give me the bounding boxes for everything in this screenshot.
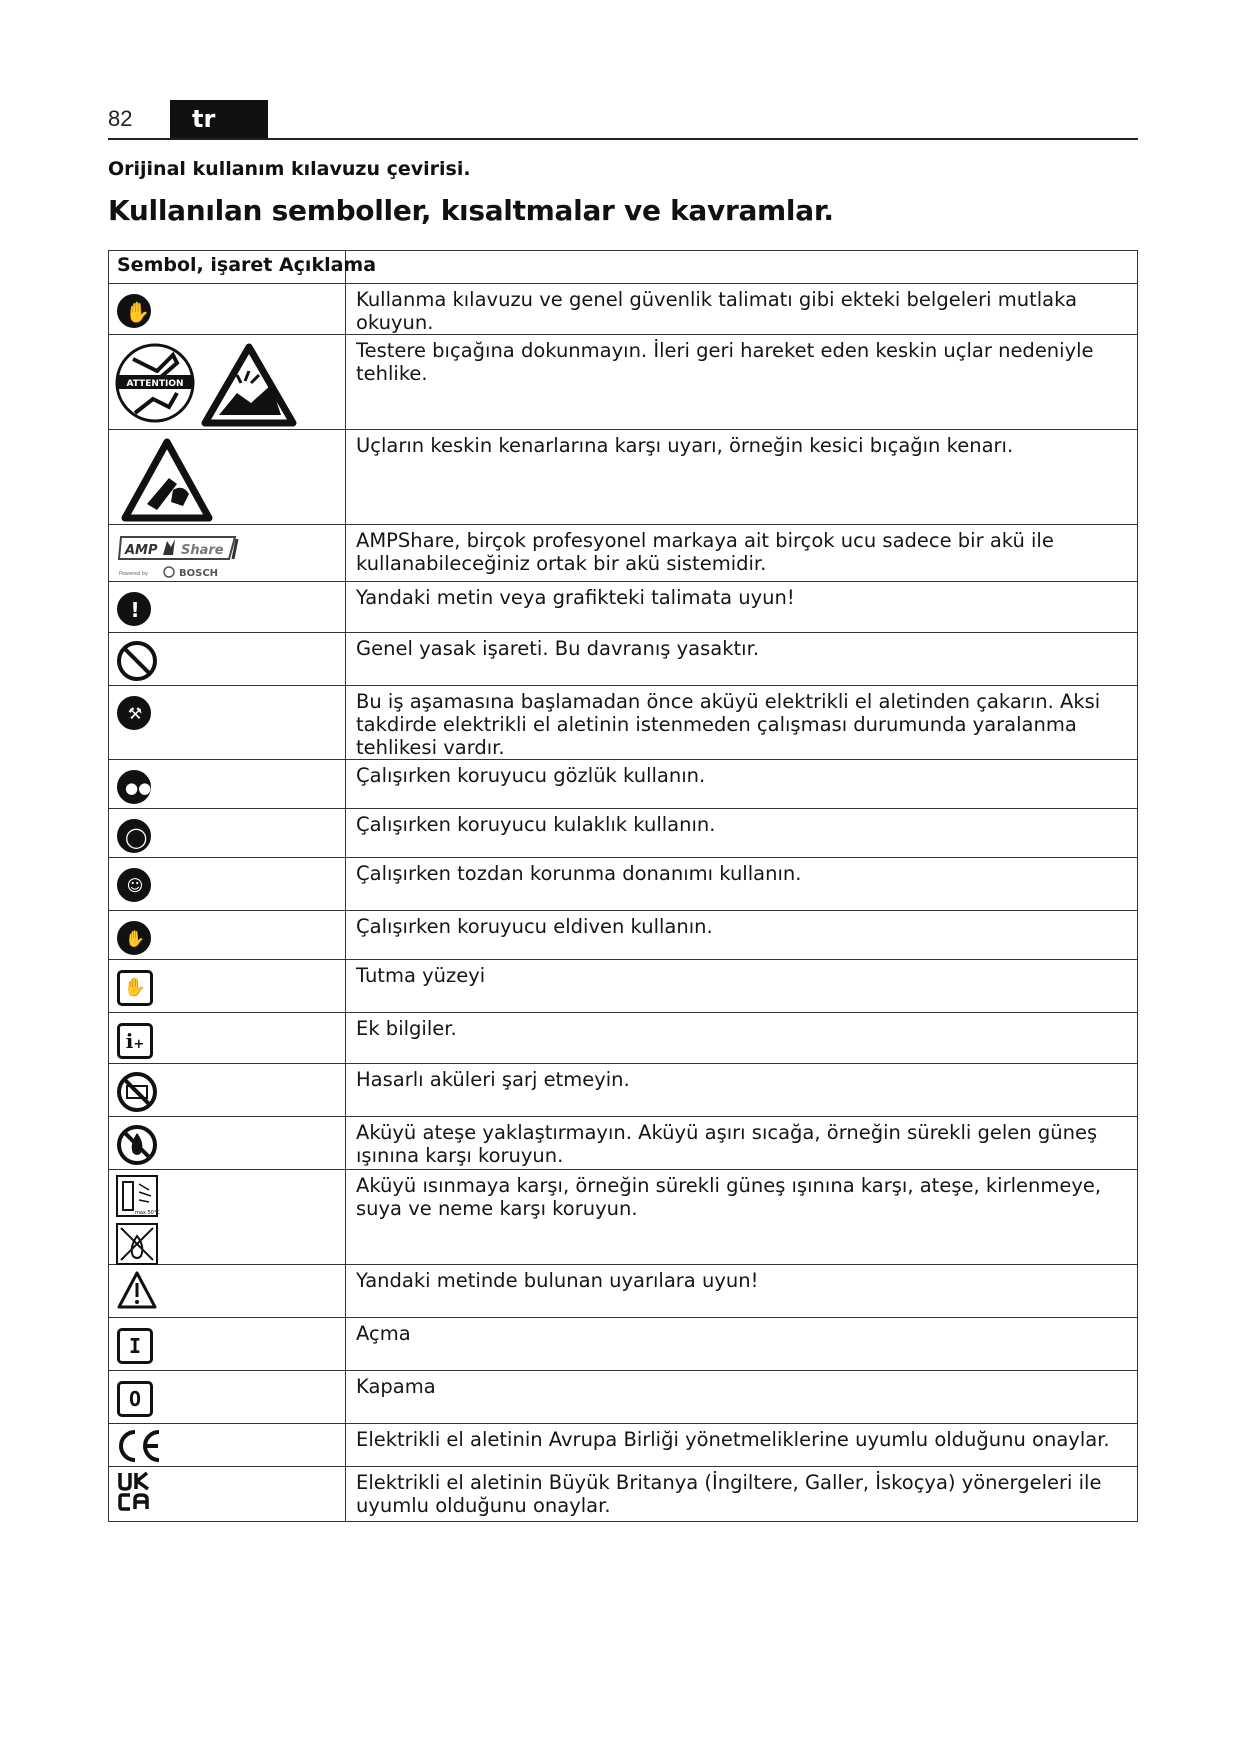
attention-badge-text: ATTENTION: [126, 379, 184, 389]
table-row: [109, 430, 1138, 525]
symbol-cell: [109, 1424, 346, 1467]
gloves-icon: ✋: [117, 921, 151, 955]
description-cell: Elektrikli el aletinin Büyük Britanya (İngiltere, Galler, İskoçya) yönergeleri ile uyumlu olduğunu onaylar.: [346, 1467, 1138, 1522]
description-cell: Yandaki metin veya grafikteki talimata uyun!: [346, 582, 1138, 633]
symbol-cell: [109, 960, 346, 1013]
additional-info-icon: i+: [117, 1023, 153, 1059]
symbol-cell: [109, 1265, 346, 1318]
symbol-cell: [109, 525, 346, 582]
description-cell: Kullanma kılavuzu ve genel güvenlik talimatı gibi ekteki belgeleri mutlaka okuyun.: [346, 284, 1138, 335]
max-temp-label: max.50°C: [135, 1210, 160, 1216]
table-row: [109, 1371, 1138, 1424]
section-title: Kullanılan semboller, kısaltmalar ve kavramlar.: [108, 194, 834, 227]
symbol-cell: [109, 1170, 346, 1265]
no-fire-battery-icon: [115, 1123, 159, 1167]
table-header-label: Sembol, işaret Açıklama: [117, 254, 377, 276]
table-row: [109, 858, 1138, 911]
document-subtitle: Orijinal kullanım kılavuzu çevirisi.: [108, 158, 471, 180]
description-cell: Elektrikli el aletinin Avrupa Birliği yönetmeliklerine uyumlu olduğunu onaylar.: [346, 1424, 1138, 1467]
warning-triangle-icon: [115, 1269, 159, 1313]
description-cell: Ek bilgiler.: [346, 1013, 1138, 1064]
symbol-cell: [109, 809, 346, 858]
description-cell: Çalışırken koruyucu gözlük kullanın.: [346, 760, 1138, 809]
power-off-icon: O: [117, 1381, 153, 1417]
symbol-cell: [109, 1013, 346, 1064]
symbol-cell: [109, 582, 346, 633]
battery-heat-protection-icon: [115, 1174, 165, 1268]
table-row: [109, 686, 1138, 760]
description-cell: Aküyü ateşe yaklaştırmayın. Aküyü aşırı sıcağa, örneğin sürekli gelen güneş ışınına karşı koruyun.: [346, 1117, 1138, 1170]
symbol-cell: [109, 858, 346, 911]
description-cell: Tutma yüzeyi: [346, 960, 1138, 1013]
symbols-table: [108, 250, 1138, 1522]
dust-mask-icon: ☺: [117, 868, 151, 902]
amp-text: AMP: [125, 543, 158, 558]
prohibition-icon: [115, 639, 159, 683]
symbol-cell: [109, 1467, 346, 1522]
table-row: [109, 960, 1138, 1013]
description-cell: Çalışırken tozdan korunma donanımı kullanın.: [346, 858, 1138, 911]
description-cell: Çalışırken koruyucu eldiven kullanın.: [346, 911, 1138, 960]
header-cell: [109, 251, 377, 284]
table-row: [109, 1064, 1138, 1117]
symbol-cell: [109, 911, 346, 960]
description-cell: Hasarlı aküleri şarj etmeyin.: [346, 1064, 1138, 1117]
description-cell: Yandaki metinde bulunan uyarılara uyun!: [346, 1265, 1138, 1318]
table-row: [109, 1013, 1138, 1064]
description-cell: Uçların keskin kenarlarına karşı uyarı, örneğin kesici bıçağın kenarı.: [346, 430, 1138, 525]
table-row: [109, 335, 1138, 430]
table-row: [109, 582, 1138, 633]
symbol-cell: [109, 686, 346, 760]
remove-battery-icon: ⚒: [117, 696, 151, 730]
sharp-edge-warning-icon: [117, 432, 217, 526]
read-manual-icon: ✋: [117, 294, 151, 328]
no-charging-damaged-battery-icon: [115, 1070, 159, 1114]
table-row: [109, 1117, 1138, 1170]
description-cell: Bu iş aşamasına başlamadan önce aküyü elektrikli el aletinden çakarın. Aksi takdirde elektrikli el aletinin istenmeden çalışması durumunda yaralanma tehlikesi vardır.: [346, 686, 1138, 760]
table-row: [109, 633, 1138, 686]
table-row: [109, 809, 1138, 858]
description-cell: Kapama: [346, 1371, 1138, 1424]
page-number: 82: [108, 106, 133, 131]
ukca-mark-icon: [117, 1471, 157, 1511]
page-header: [108, 100, 1138, 140]
symbol-cell: [109, 633, 346, 686]
mandatory-exclamation-icon: !: [117, 592, 151, 626]
description-cell: Genel yasak işareti. Bu davranış yasaktır.: [346, 633, 1138, 686]
table-row: [109, 1467, 1138, 1522]
bosch-text: BOSCH: [179, 568, 219, 579]
symbol-cell: [109, 430, 346, 525]
ce-mark-icon: [115, 1428, 165, 1464]
table-row: [109, 284, 1138, 335]
table-row: [109, 525, 1138, 582]
symbol-cell: [109, 1117, 346, 1170]
symbol-cell: [109, 335, 346, 430]
symbol-cell: [109, 1064, 346, 1117]
language-tab: tr: [170, 100, 268, 138]
table-row: [109, 1170, 1138, 1265]
header-cell-empty: [346, 251, 1138, 284]
ampshare-logo-icon: [117, 527, 257, 583]
power-on-icon: I: [117, 1328, 153, 1364]
table-row: [109, 1265, 1138, 1318]
symbol-cell: [109, 760, 346, 809]
table-row: [109, 1424, 1138, 1467]
powered-by-text: Powered by: [119, 571, 148, 577]
table-header-row: [109, 251, 1138, 284]
description-cell: Testere bıçağına dokunmayın. İleri geri hareket eden keskin uçlar nedeniyle tehlike.: [346, 335, 1138, 430]
gripping-surface-icon: ✋: [117, 970, 153, 1006]
description-cell: AMPShare, birçok profesyonel markaya ait birçok ucu sadece bir akü ile kullanabileceğiniz ortak bir akü sistemidir.: [346, 525, 1138, 582]
description-cell: Açma: [346, 1318, 1138, 1371]
description-cell: Aküyü ısınmaya karşı, örneğin sürekli güneş ışınına karşı, ateşe, kirlenmeye, suya ve neme karşı koruyun.: [346, 1170, 1138, 1265]
ear-protection-icon: ◯: [117, 819, 151, 853]
safety-goggles-icon: ●●: [117, 770, 151, 804]
description-cell: Çalışırken koruyucu kulaklık kullanın.: [346, 809, 1138, 858]
table-row: [109, 1318, 1138, 1371]
saw-blade-attention-icon: [113, 337, 343, 431]
symbol-cell: [109, 1318, 346, 1371]
table-row: [109, 760, 1138, 809]
share-text: Share: [181, 543, 224, 558]
table-row: [109, 911, 1138, 960]
symbol-cell: [109, 1371, 346, 1424]
symbol-cell: [109, 284, 346, 335]
